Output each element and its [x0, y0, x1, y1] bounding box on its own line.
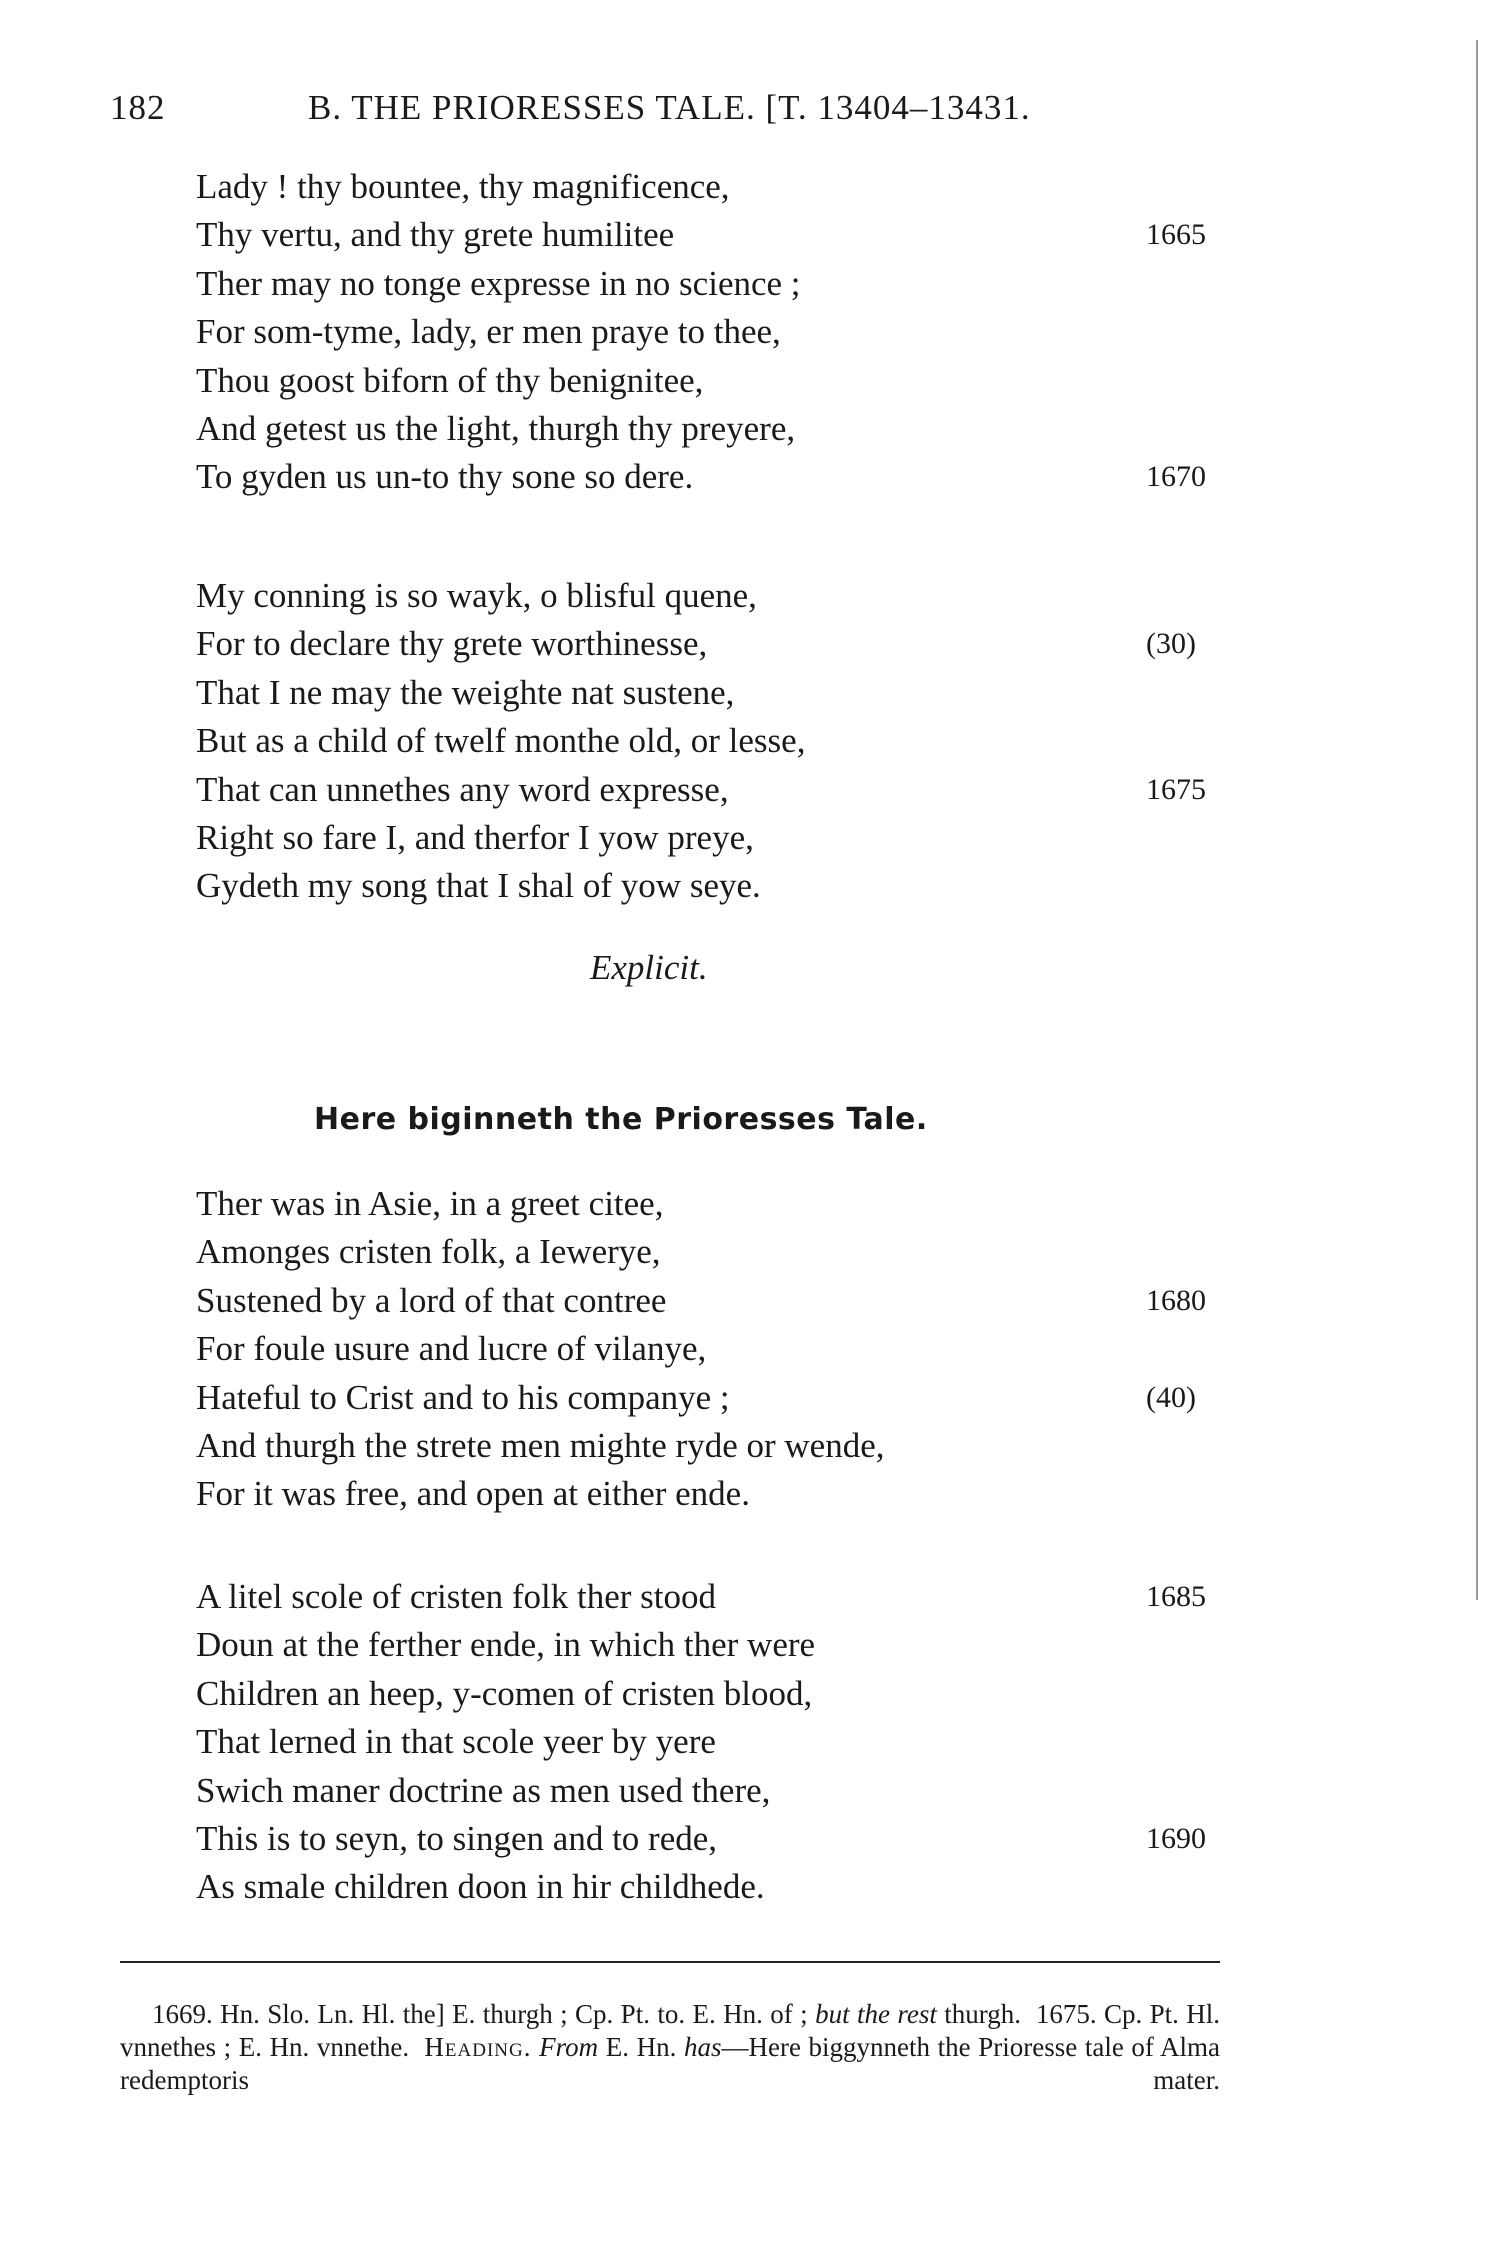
note-1669-end: thurgh.: [944, 1999, 1022, 2029]
verse-text: And getest us the light, thurgh thy preyere,: [196, 408, 796, 448]
stanza-1: [196, 163, 1256, 502]
verse-line: [196, 405, 1256, 453]
verse-text: For it was free, and open at either ende.: [196, 1474, 750, 1514]
verse-text: Thy vertu, and thy grete humilitee: [196, 215, 675, 255]
verse-text: Swich maner doctrine as men used there,: [196, 1770, 771, 1810]
running-header: [110, 88, 1240, 138]
verse-text: Lady ! thy bountee, thy magnificence,: [196, 167, 730, 206]
verse-line: [196, 1621, 1256, 1669]
verse-text: Thou goost biforn of thy benignitee,: [196, 360, 704, 400]
tale-heading: Here biginneth the Prioresses Tale.: [314, 1102, 928, 1137]
page-edge-rule: [1476, 40, 1478, 1600]
verse-text: My conning is so wayk, o blisful quene,: [196, 576, 757, 615]
verse-text: Gydeth my song that I shal of yow seye.: [196, 866, 761, 906]
verse-text: For foule usure and lucre of vilanye,: [196, 1329, 707, 1369]
note-1675: 1675. Cp. Pt. Hl. vnnethes ; E. Hn. vnnethe.: [120, 1999, 1221, 2062]
stanza-3: [196, 1180, 1256, 1519]
verse-line: [196, 1228, 1256, 1276]
verse-line: [196, 1180, 1256, 1228]
line-number: 1675: [1146, 772, 1206, 806]
verse-text: As smale children doon in hir childhede.: [196, 1867, 765, 1907]
verse-text: Ther may no tonge expresse in no science ;: [196, 263, 801, 303]
line-number: 1690: [1146, 1821, 1206, 1855]
verse-text: To gyden us un-to thy sone so dere.: [196, 457, 694, 497]
footnotes: [120, 1998, 1220, 2097]
verse-line: [196, 1670, 1256, 1718]
verse-line: [196, 1718, 1256, 1766]
verse-text: Ther was in Asie, in a greet citee,: [196, 1184, 664, 1223]
verse-text: But as a child of twelf monthe old, or lesse,: [196, 721, 806, 761]
verse-text: For som-tyme, lady, er men praye to thee,: [196, 312, 781, 352]
footnote-paragraph: [120, 1998, 1220, 2097]
verse-line: [196, 308, 1256, 356]
verse-text: For to declare thy grete worthinesse,: [196, 624, 708, 664]
line-number: 1665: [1146, 218, 1206, 252]
running-title: B. THE PRIORESSES TALE. [T. 13404–13431.: [308, 88, 1031, 127]
verse-line: [196, 357, 1256, 405]
note-heading-source: E. Hn.: [605, 2032, 677, 2062]
note-heading-text: —Here biggynneth the Prioresse tale of Alma redemptoris mater.: [120, 2032, 1221, 2095]
verse-text: Hateful to Crist and to his companye ;: [196, 1377, 730, 1417]
stanza-2: [196, 572, 1256, 911]
verse-line: [196, 862, 1256, 910]
verse-line: [196, 814, 1256, 862]
note-heading-label: Heading.: [424, 2032, 532, 2062]
verse-line: [196, 1767, 1256, 1815]
verse-line: [196, 1422, 1256, 1470]
verse-line: [196, 211, 1256, 259]
footnote-rule: [120, 1961, 1220, 1963]
verse-line: [196, 1325, 1256, 1373]
verse-text: That can unnethes any word expresse,: [196, 769, 729, 809]
note-1669: 1669. Hn. Slo. Ln. Hl. the] E. thurgh ; Cp. Pt. to. E. Hn. of ;: [152, 1999, 808, 2029]
verse-text: Children an heep, y-comen of cristen blood,: [196, 1673, 813, 1713]
verse-line: [196, 766, 1256, 814]
note-1669-italic: but the rest: [815, 1999, 937, 2029]
verse-line: [196, 260, 1256, 308]
verse-text: This is to seyn, to singen and to rede,: [196, 1818, 718, 1858]
verse-text: Doun at the ferther ende, in which ther were: [196, 1625, 816, 1665]
verse-line: [196, 669, 1256, 717]
verse-text: And thurgh the strete men mighte ryde or wende,: [196, 1425, 885, 1465]
explicit-colophon: Explicit.: [590, 948, 708, 987]
verse-text: That I ne may the weighte nat sustene,: [196, 672, 735, 712]
verse-line: [196, 163, 1256, 211]
verse-line: [196, 1573, 1256, 1621]
stanza-4: [196, 1573, 1256, 1912]
verse-text: Sustened by a lord of that contree: [196, 1280, 667, 1320]
verse-text: Right so fare I, and therfor I yow preye,: [196, 817, 754, 857]
verse-line: [196, 620, 1256, 668]
verse-line: [196, 1374, 1256, 1422]
line-number: 1685: [1146, 1580, 1206, 1613]
note-heading-has: has: [683, 2032, 722, 2062]
note-heading-from: From: [539, 2032, 599, 2062]
line-number: 1680: [1146, 1283, 1206, 1317]
verse-text: Amonges cristen folk, a Iewerye,: [196, 1232, 661, 1272]
verse-line: [196, 1277, 1256, 1325]
verse-text: That lerned in that scole yeer by yere: [196, 1722, 716, 1762]
verse-text: A litel scole of cristen folk ther stood: [196, 1577, 717, 1616]
verse-line: [196, 453, 1256, 501]
page-number: 182: [110, 88, 166, 127]
verse-line: [196, 717, 1256, 765]
line-number: (30): [1146, 627, 1196, 661]
verse-line: [196, 572, 1256, 620]
verse-line: [196, 1815, 1256, 1863]
line-number: 1670: [1146, 460, 1206, 494]
verse-line: [196, 1863, 1256, 1911]
line-number: (40): [1146, 1380, 1196, 1414]
verse-line: [196, 1470, 1256, 1518]
